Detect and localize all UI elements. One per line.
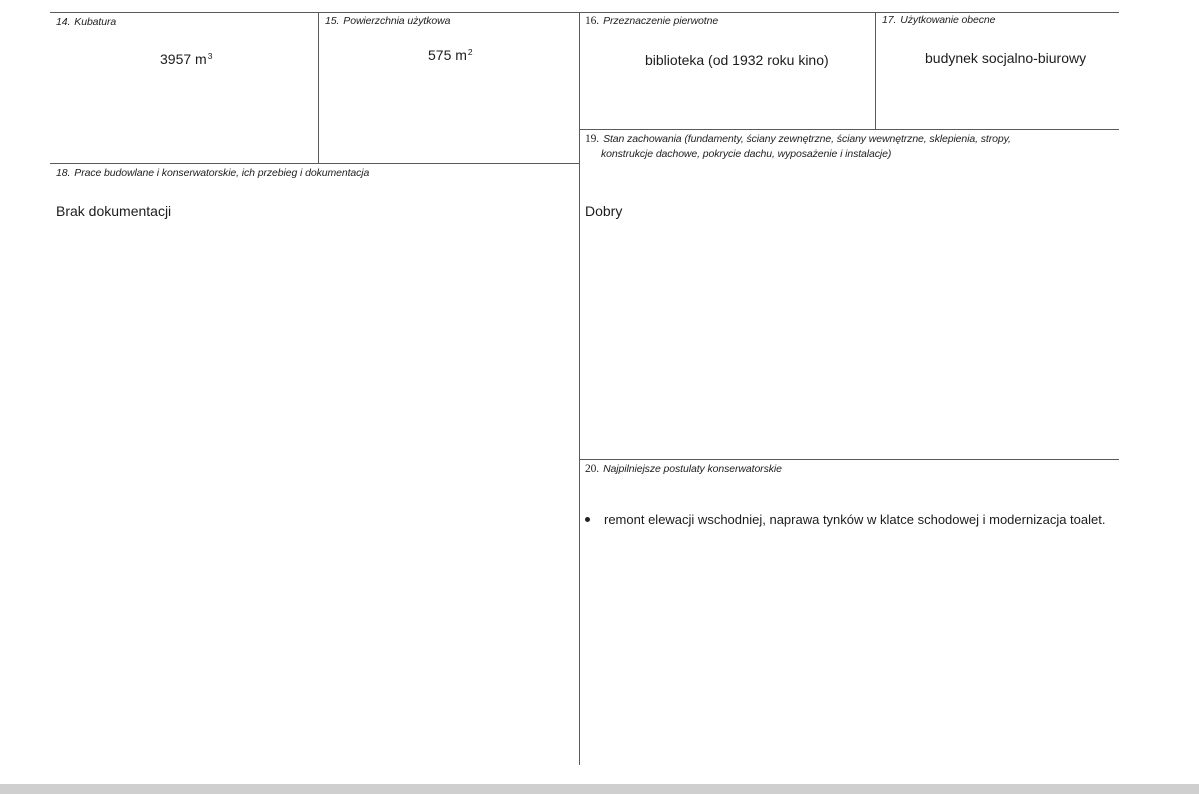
divider-v-14-15	[318, 12, 319, 164]
field-17-label-text: Użytkowanie obecne	[900, 14, 996, 26]
field-17-label	[882, 14, 995, 26]
field-14-unit-sup: 3	[207, 51, 213, 61]
field-20-list-item	[585, 512, 1105, 527]
field-16-value: biblioteka (od 1932 roku kino)	[645, 52, 829, 68]
field-20-label	[585, 463, 782, 475]
field-14-label	[56, 16, 116, 28]
field-20-label-text: Najpilniejsze postulaty konserwatorskie	[603, 463, 782, 475]
field-18-number: 18.	[56, 167, 71, 179]
field-14-label-text: Kubatura	[74, 16, 117, 28]
scan-bottom-edge	[0, 784, 1199, 794]
field-19-label-line1: Stan zachowania (fundamenty, ściany zewnętrzne, ściany wewnętrzne, sklepienia, stropy,	[603, 133, 1011, 145]
field-17-number: 17.	[882, 14, 897, 26]
field-20-number: 20.	[585, 463, 600, 475]
field-16-number: 16.	[585, 15, 600, 27]
field-15-value	[428, 47, 473, 63]
field-18-label-text: Prace budowlane i konserwatorskie, ich przebieg i dokumentacja	[74, 167, 370, 179]
field-19-label	[585, 133, 1011, 160]
divider-h-row1-right	[579, 129, 1119, 130]
field-18-value: Brak dokumentacji	[56, 203, 172, 219]
field-19-value: Dobry	[585, 203, 623, 219]
field-14-value	[160, 51, 212, 67]
field-18-label	[56, 167, 369, 179]
bullet-icon	[585, 517, 590, 522]
field-15-unit-sup: 2	[467, 47, 473, 57]
divider-v-16-17	[875, 12, 876, 130]
field-15-number: 15.	[325, 15, 340, 27]
field-15-label-text: Powierzchnia użytkowa	[343, 15, 451, 27]
field-17-value: budynek socjalno-biurowy	[925, 50, 1087, 66]
field-16-label-text: Przeznaczenie pierwotne	[603, 15, 719, 27]
field-19-number: 19.	[585, 133, 600, 145]
field-15-label	[325, 15, 450, 27]
field-14-value-text: 3957 m	[160, 51, 207, 67]
divider-h-row1-left	[50, 163, 580, 164]
field-20-item-text: remont elewacji wschodniej, naprawa tynków w klatce schodowej i modernizacja toalet.	[604, 512, 1106, 527]
divider-v-main	[579, 12, 580, 765]
field-16-label	[585, 15, 718, 27]
field-14-number: 14.	[56, 16, 71, 28]
field-15-value-text: 575 m	[428, 47, 467, 63]
top-border	[50, 12, 1119, 13]
field-19-label-line2: konstrukcje dachowe, pokrycie dachu, wyposażenie i instalacje)	[601, 148, 892, 160]
divider-h-field20	[579, 459, 1119, 460]
